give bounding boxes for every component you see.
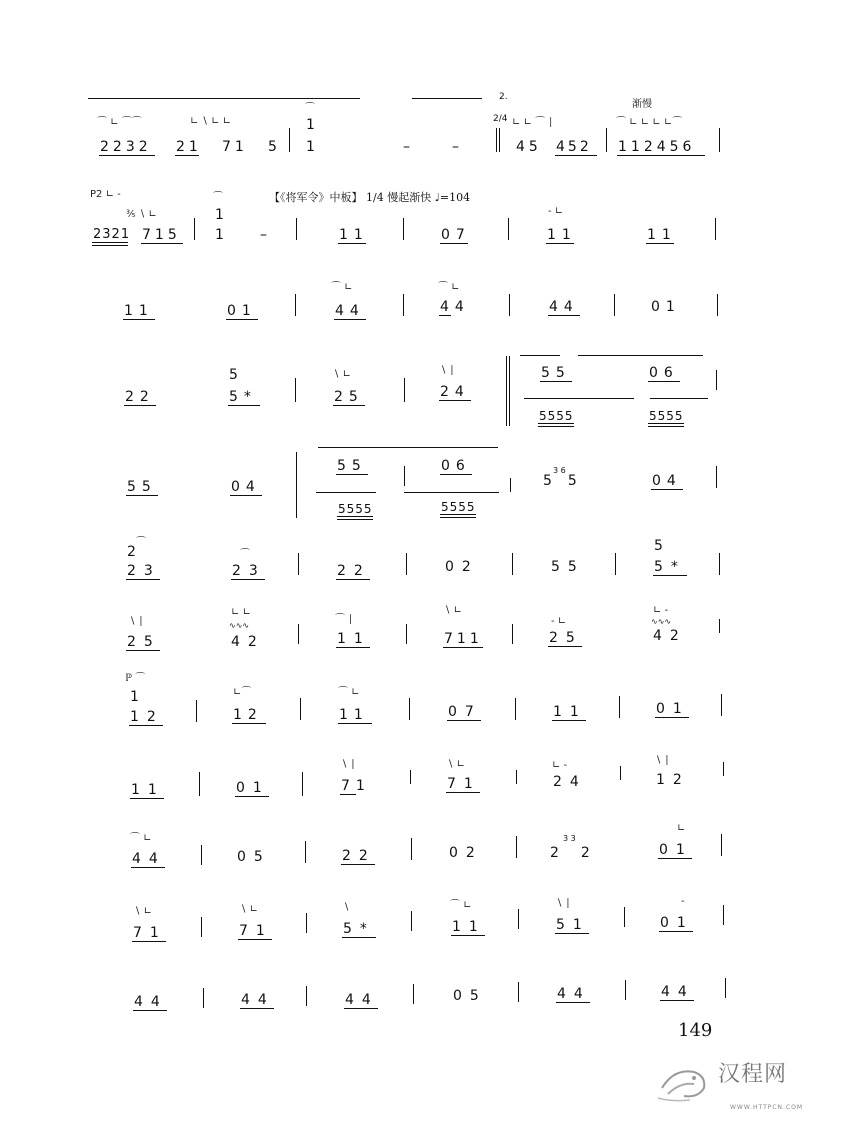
note-group: 07 — [448, 704, 482, 720]
note-group: 11 — [337, 631, 371, 647]
barline — [715, 218, 716, 240]
underline — [648, 426, 684, 427]
ornament-marks: ∟ - — [552, 760, 568, 771]
repeat-barline — [509, 356, 510, 426]
note-group: 22 — [550, 845, 612, 861]
barline — [516, 770, 517, 784]
underline — [340, 794, 356, 795]
barline — [201, 845, 202, 865]
underline — [446, 792, 480, 793]
barline — [719, 128, 720, 152]
underline — [226, 319, 258, 320]
underline — [231, 579, 265, 580]
section-title: 【《将军令》中板】 1/4 慢起渐快 ♩=104 — [269, 191, 471, 204]
note-group: 44 — [557, 986, 591, 1002]
tremolo: ∿∿∿ — [651, 617, 672, 626]
grace-notes: 3 3 — [563, 834, 576, 843]
underline — [338, 723, 372, 724]
note-group: 11 — [124, 303, 154, 319]
note-group: 42 — [653, 628, 687, 644]
note-group: 11 — [553, 704, 587, 720]
barline — [406, 553, 407, 575]
tremolo: ∿∿∿ — [229, 621, 250, 630]
underline — [130, 798, 164, 799]
note-group: 2232 — [100, 139, 152, 155]
note: 1 — [130, 689, 139, 705]
ornament-marks: ∖ ∣ — [655, 755, 670, 766]
underline — [175, 155, 199, 156]
underline — [123, 319, 155, 320]
underline — [540, 381, 572, 382]
slur: ⌒ — [136, 537, 146, 548]
underline — [651, 489, 683, 490]
ornament-marks: ⌒ ∟ — [438, 282, 460, 293]
ornament-marks: ∖ ∣ — [129, 616, 144, 627]
note-group: 112456 — [618, 139, 696, 155]
barline — [413, 984, 414, 1004]
underline — [336, 474, 368, 475]
underline — [548, 315, 580, 316]
ornament-marks: ∖ ∟ — [444, 605, 462, 616]
underline — [552, 720, 586, 721]
barline — [512, 553, 513, 575]
underline — [126, 579, 160, 580]
note-group: 12 — [233, 707, 263, 723]
ornament-marks: ∖ ∟ — [240, 904, 258, 915]
note-group: 22 — [342, 848, 376, 864]
note-group: 55 — [127, 479, 157, 495]
note-group: 71 — [447, 776, 481, 792]
underline — [141, 243, 183, 244]
underline — [336, 647, 370, 648]
note-group: 11 — [452, 919, 486, 935]
note-group: 711 — [444, 631, 483, 647]
barline — [620, 766, 621, 780]
barline — [296, 218, 297, 240]
barline — [300, 698, 301, 720]
barline — [306, 986, 307, 1006]
underline — [334, 319, 366, 320]
ornament-marks: ∖ ∣ — [440, 365, 455, 376]
barline — [289, 128, 290, 152]
barline — [512, 624, 513, 644]
note-group: 01 — [236, 780, 270, 796]
ornament-marks: ⌒ ∟ — [450, 900, 472, 911]
dash: – — [452, 139, 459, 155]
underline — [440, 474, 472, 475]
underline — [235, 796, 269, 797]
underline — [232, 723, 266, 724]
underline — [129, 725, 163, 726]
underline — [538, 423, 574, 424]
barline — [406, 624, 407, 644]
barline — [411, 838, 412, 860]
note-group: 23 — [127, 563, 161, 579]
underline — [555, 155, 597, 156]
underline — [337, 519, 373, 520]
watermark-url: WWW.HTTPCN.COM — [730, 1104, 804, 1111]
barline — [518, 909, 519, 929]
ornament-marks: ⌒ ∟ ∟ ∟ ∟⌒ — [616, 117, 683, 128]
note-group: 06 — [649, 365, 679, 381]
volta-line — [404, 492, 499, 493]
watermark-text: 汉程网 — [718, 1062, 788, 1087]
note: 1 — [306, 139, 315, 155]
ornament-marks: - ∟ — [548, 206, 564, 217]
underline — [447, 720, 481, 721]
ornament-marks: ⌒ ∟ — [331, 282, 353, 293]
ornament-marks: ∖ ∟ — [333, 369, 351, 380]
volta-line — [318, 447, 498, 448]
note-group: 11 — [131, 782, 165, 798]
note-group: 25 — [549, 630, 583, 646]
note-group: 11 — [547, 227, 577, 243]
note-group: 5555 — [539, 409, 574, 423]
underline — [344, 1008, 378, 1009]
underline — [440, 243, 468, 244]
note-group: 5555 — [441, 500, 476, 514]
note-group: 71 — [222, 139, 248, 155]
note-group: 715 — [142, 227, 181, 243]
underline — [92, 242, 128, 243]
dash: – — [260, 227, 267, 243]
barline — [295, 294, 296, 316]
note-group: 44 — [134, 994, 168, 1010]
barline — [625, 980, 626, 1000]
barline — [201, 917, 202, 937]
underline — [443, 647, 483, 648]
ornament-marks: ∟ ∟ ⌒ ∣ — [512, 117, 554, 128]
note-group: 04 — [231, 479, 261, 495]
barline — [410, 770, 411, 784]
barline — [508, 218, 509, 240]
ornament-marks: - — [681, 896, 685, 907]
note-group: 05 — [237, 849, 271, 865]
note-group: 11 — [339, 227, 369, 243]
underline — [658, 858, 692, 859]
underline — [133, 1010, 167, 1011]
time-signature: 2/4 — [493, 114, 508, 124]
barline — [404, 378, 405, 402]
barline — [295, 378, 296, 402]
note: 5 — [229, 367, 238, 383]
note-group: 5* — [654, 559, 686, 575]
ornament-marks: ⌒ ∟ ⌒⌒ — [97, 117, 142, 128]
ornament-marks: ∟ ∖ ∟ ∟ — [190, 116, 232, 127]
barline — [716, 370, 717, 390]
grace-notes: 3 6 — [553, 466, 566, 475]
volta-line — [520, 355, 560, 356]
note-group: 51 — [556, 917, 590, 933]
underline — [648, 423, 684, 424]
underline — [648, 381, 680, 382]
watermark-logo-icon — [654, 1058, 714, 1106]
note-group: 04 — [652, 473, 682, 489]
ornament-marks: ∖ ∟ — [447, 759, 465, 770]
barline — [723, 762, 724, 776]
barline — [403, 218, 404, 240]
note-group: 23 — [232, 563, 266, 579]
note: 1 — [215, 207, 224, 223]
note-group: 22 — [125, 389, 155, 405]
note-group: 42 — [231, 634, 265, 650]
repeat-barline — [496, 128, 497, 152]
note-group: 01 — [659, 842, 693, 858]
note-group: 07 — [441, 227, 471, 243]
underline — [655, 717, 689, 718]
barline — [298, 553, 299, 575]
barline — [721, 694, 722, 716]
underline — [659, 931, 693, 932]
note-group: 45 — [516, 139, 542, 155]
barline — [619, 696, 620, 718]
note: 1 — [215, 227, 224, 243]
underline — [653, 575, 687, 576]
barline — [719, 553, 720, 575]
barline — [298, 624, 299, 644]
barline — [721, 834, 722, 856]
barline — [716, 466, 717, 488]
underline — [126, 650, 160, 651]
ornament-marks: ∟⌒ — [233, 687, 252, 698]
underline — [439, 315, 451, 316]
underline — [555, 933, 589, 934]
note-group: 02 — [449, 845, 483, 861]
ornament-marks: ∖ — [343, 902, 350, 913]
barline — [615, 553, 616, 575]
underline — [124, 405, 156, 406]
underline — [440, 517, 476, 518]
barline — [606, 128, 607, 152]
note-group: 44 — [335, 303, 365, 319]
underline — [646, 243, 674, 244]
underline — [126, 495, 158, 496]
volta-line — [650, 398, 708, 399]
ornament-marks: ∟ - — [653, 605, 669, 616]
underline — [341, 864, 375, 865]
barline — [725, 978, 726, 998]
underline — [333, 405, 365, 406]
underline — [92, 245, 128, 246]
note-group: 12 — [656, 772, 690, 788]
repeat-barline — [506, 356, 507, 426]
barline — [411, 911, 412, 931]
note-group: 71 — [133, 925, 167, 941]
note-group: 55 — [541, 365, 571, 381]
repeat-barline — [296, 452, 297, 518]
underline — [131, 867, 165, 868]
note-group: 71 — [239, 923, 273, 939]
note-group: 5555 — [649, 409, 684, 423]
underline — [132, 941, 166, 942]
note: 2321 — [93, 227, 131, 242]
fermata: ⌒ — [305, 103, 315, 114]
ornament-marks: ³⁄₅ ∖ ∟ — [126, 209, 157, 220]
top-rule — [88, 98, 360, 99]
note: 5 — [268, 139, 277, 155]
note-group: 452 — [556, 139, 592, 155]
note-group: 44 — [132, 851, 166, 867]
underline — [228, 405, 260, 406]
note-group: 55 — [551, 559, 585, 575]
underline — [546, 243, 574, 244]
underline — [238, 939, 272, 940]
barline — [518, 982, 519, 1002]
note-group: 44 — [241, 992, 275, 1008]
barline — [302, 772, 303, 796]
barline — [624, 907, 625, 927]
ornament-marks: ⌒ ∟ — [130, 833, 152, 844]
barline — [509, 294, 510, 316]
note-group: 55 — [337, 458, 367, 474]
note-group: 25 — [334, 389, 364, 405]
barline — [203, 988, 204, 1008]
barline — [196, 700, 197, 722]
barline — [510, 478, 511, 492]
note-group: 71 — [341, 778, 371, 794]
ornament-marks: P2 ∟ - — [90, 189, 121, 200]
note-group: 44 — [440, 299, 470, 315]
underline — [338, 243, 366, 244]
note-group: 5* — [343, 921, 375, 937]
note-group: 25 — [127, 634, 161, 650]
note: 5 — [654, 538, 663, 554]
underline — [660, 1000, 694, 1001]
tempo-mark: 渐慢 — [632, 99, 652, 110]
note-group: 24 — [553, 774, 587, 790]
fermata: ⌒ — [213, 192, 223, 203]
note-group: 02 — [445, 559, 479, 575]
underline — [548, 646, 582, 647]
underline — [556, 1002, 590, 1003]
note-group: 05 — [453, 988, 487, 1004]
note-group: 06 — [441, 458, 471, 474]
repeat-barline — [499, 128, 500, 152]
ornament-marks: ∟ — [677, 823, 686, 834]
barline — [306, 913, 307, 933]
note: 2 — [127, 544, 136, 560]
underline — [99, 155, 155, 156]
note-group: 01 — [656, 701, 690, 717]
barline — [719, 619, 720, 633]
underline — [538, 426, 574, 427]
ornament-marks: ∟ ∟ — [231, 607, 251, 618]
note-group: 01 — [660, 915, 694, 931]
barline — [305, 841, 306, 863]
volta-line — [316, 492, 376, 493]
ornament-marks: ∖ ∟ — [134, 906, 152, 917]
underline — [342, 937, 376, 938]
note-group: 55 — [543, 473, 593, 489]
underline — [336, 579, 370, 580]
barline — [409, 698, 410, 720]
underline — [439, 400, 471, 401]
note-group: 22 — [337, 563, 371, 579]
note-group: 11 — [647, 227, 677, 243]
note-group: 21 — [176, 139, 202, 155]
barline — [199, 772, 200, 796]
page-number: 149 — [678, 1020, 713, 1041]
underline — [337, 516, 373, 517]
note-group: 44 — [661, 984, 695, 1000]
volta-line — [578, 355, 703, 356]
ornament-marks: ∖ ∣ — [556, 898, 571, 909]
underline — [617, 155, 705, 156]
underline — [451, 935, 485, 936]
volta-line — [524, 398, 634, 399]
ornament-marks: - ∟ — [551, 616, 567, 627]
note-group: 12 — [130, 709, 164, 725]
underline — [240, 1008, 274, 1009]
note-group: 01 — [651, 299, 681, 315]
barline — [614, 294, 615, 316]
note-group: 44 — [549, 299, 579, 315]
note-group: 01 — [227, 303, 257, 319]
note-group: 24 — [440, 384, 470, 400]
barline — [723, 905, 724, 925]
dash: – — [403, 139, 410, 155]
note-group: 5* — [229, 389, 257, 405]
barline — [194, 218, 195, 240]
volta-line — [412, 98, 482, 99]
note: 1 — [306, 117, 315, 133]
ornament-marks: ∖ ∣ — [341, 759, 356, 770]
barline — [717, 294, 718, 316]
barline — [515, 698, 516, 720]
volta-2-label: 2. — [499, 92, 508, 102]
note-group: 44 — [345, 992, 379, 1008]
note-group: 5555 — [338, 502, 373, 516]
underline — [440, 514, 476, 515]
underline — [230, 495, 262, 496]
barline — [516, 836, 517, 858]
ornament-marks: ⌒ ∟ — [338, 687, 360, 698]
note-group: 11 — [339, 707, 369, 723]
barline — [403, 294, 404, 316]
ornament-marks: ⌒ ∣ — [335, 614, 354, 625]
slur: ⌒ — [240, 549, 250, 560]
barline — [404, 466, 405, 486]
slur: ℙ ⌒ — [125, 673, 146, 684]
